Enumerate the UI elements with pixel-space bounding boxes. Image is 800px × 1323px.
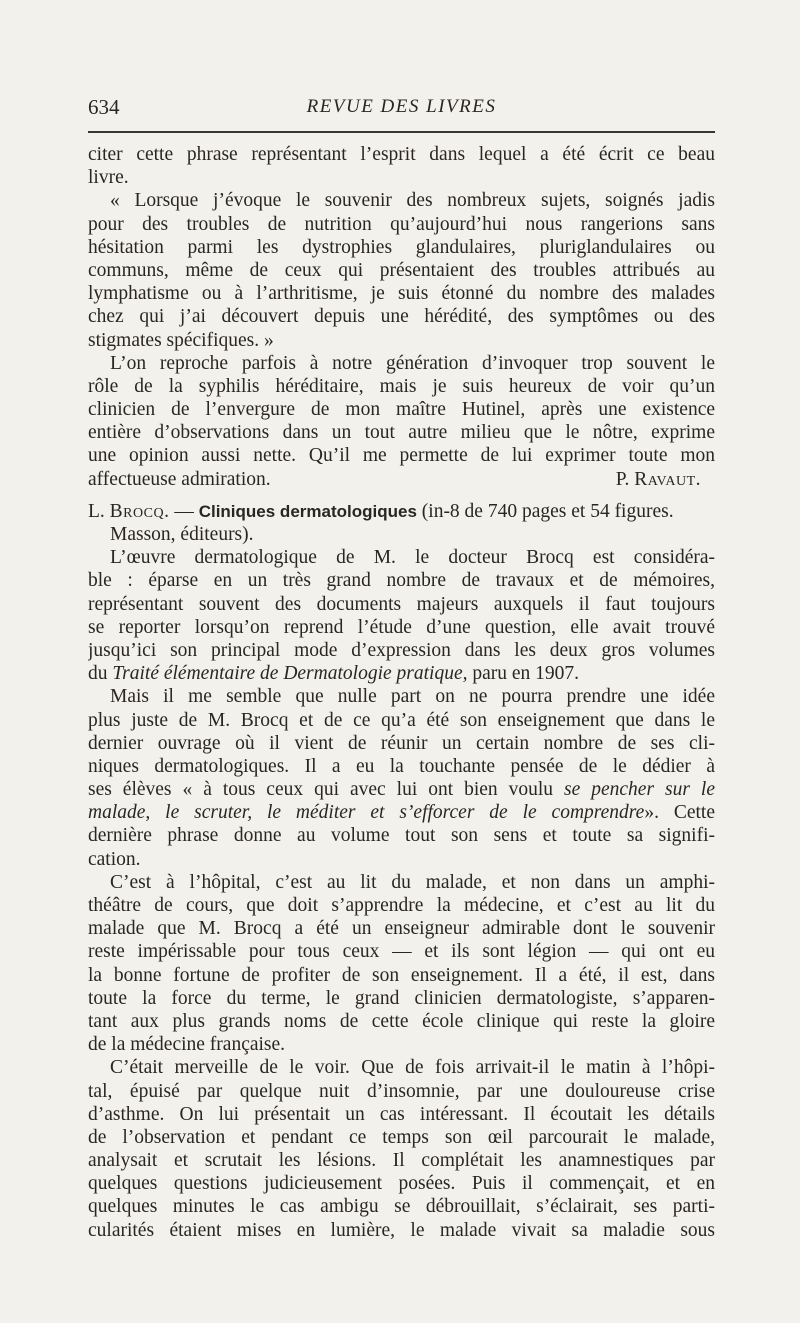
text-line: « Lorsque j’évoque le souvenir des nombreux sujets, soignés jadis — [110, 190, 715, 212]
book-title: Cliniques dermatologiques — [198, 501, 417, 521]
paragraph — [88, 1056, 715, 1242]
body-text — [88, 143, 715, 1242]
text-line: quelques questions judicieusement posées. Puis il commençait, et en — [88, 1173, 715, 1195]
text-line: cation. — [88, 848, 141, 870]
text-line: une opinion aussi nette. Qu’il me permette de lui exprimer toute mon — [88, 445, 715, 467]
text-fragment: paru en 1907. — [472, 663, 580, 685]
text-line: hésitation parmi les dystrophies glandulaires, pluriglandulaires ou — [88, 236, 715, 258]
review-author-name: Brocq. — [109, 500, 170, 522]
text-line: malade que M. Brocq a été un enseigneur admirable dont le souvenir — [88, 918, 715, 940]
italic-quote: se pencher sur le — [564, 779, 715, 801]
italic-title: Traité élémentaire de Dermatologie pratique, — [112, 663, 468, 685]
text-line: jusqu’ici son principal mode d’expression dans les deux gros volumes — [88, 639, 715, 661]
paragraph — [88, 352, 715, 491]
paragraph-continuation — [88, 143, 715, 189]
text-line: la bonne fortune de profiter de son enseignement. Il a été, il est, dans — [88, 964, 715, 986]
text-line: C’est à l’hôpital, c’est au lit du malade, et non dans un amphi- — [110, 871, 715, 893]
text-fragment: ». Cette — [644, 802, 715, 824]
paragraph — [88, 546, 715, 685]
text-line: pour des troubles de nutrition qu’aujourd’hui nous rangerions sans — [88, 213, 715, 235]
italic-quote: malade, le scruter, le méditer et s’efforcer de le comprendre — [88, 802, 645, 824]
text-line: dernière phrase donne au volume tout son sens et toute sa signifi- — [88, 825, 715, 847]
review-dash: — — [174, 500, 194, 522]
text-line: chez qui j’ai découvert depuis une hérédité, des symptômes ou des — [88, 306, 715, 328]
review-heading — [88, 500, 715, 546]
section-gap — [88, 491, 715, 500]
text-line: tant aux plus grands noms de cette école clinique qui reste la gloire — [88, 1010, 715, 1032]
text-line: lymphatisme ou à l’arthritisme, je suis étonné du nombre des malades — [88, 283, 715, 305]
paragraph — [88, 871, 715, 1057]
header-rule — [88, 131, 715, 133]
text-line: toute la force du terme, le grand clinicien dermatologiste, s’apparen- — [88, 987, 715, 1009]
review-signature — [616, 468, 715, 491]
text-line: L’on reproche parfois à notre génération d’invoquer trop souvent le — [110, 352, 715, 374]
text-line: se reporter lorsqu’on reprend l’étude d’une question, elle avait trouvé — [88, 616, 715, 638]
text-fragment: ses élèves « à tous ceux qui avec lui ont bien voulu — [88, 779, 554, 801]
text-line: reste impérissable pour tous ceux — et ils sont légion — qui ont eu — [88, 941, 715, 963]
text-line: livre. — [88, 167, 129, 189]
publisher-line: Masson, éditeurs). — [110, 524, 254, 545]
text-line: stigmates spécifiques. » — [88, 329, 274, 351]
page-header — [88, 95, 715, 123]
text-line: cularités étaient mises en lumière, le malade vivait sa maladie sous — [88, 1219, 715, 1241]
text-line — [88, 801, 715, 824]
text-line: représentant souvent des documents majeurs auxquels il faut toujours — [88, 593, 715, 615]
text-line: citer cette phrase représentant l’esprit dans lequel a été écrit ce beau — [88, 144, 715, 165]
text-line: affectueuse admiration. — [88, 468, 271, 490]
text-line: clinicien de l’envergure de mon maître Hutinel, après une existence — [88, 399, 715, 421]
text-line: L’œuvre dermatologique de M. le docteur Brocq est considéra- — [110, 547, 715, 569]
signature-line — [88, 468, 715, 491]
running-title: REVUE DES LIVRES — [306, 96, 497, 117]
text-line: Mais il me semble que nulle part on ne pourra prendre une idée — [110, 686, 715, 708]
text-line: C’était merveille de le voir. Que de fois arrivait-il le matin à l’hôpi- — [110, 1057, 715, 1079]
text-line — [88, 662, 715, 685]
text-line: analysait et scrutait les lésions. Il complétait les anamnestiques par — [88, 1150, 715, 1172]
text-line: communs, même de ceux qui présentaient des troubles attribués au — [88, 259, 715, 281]
text-line: plus juste de M. Brocq et de ce qu’a été son enseignement que dans le — [88, 709, 715, 731]
text-line: rôle de la syphilis héréditaire, mais je suis heureux de voir qu’un — [88, 375, 715, 397]
text-line: de l’observation et pendant ce temps son œil parcourait le malade, — [88, 1126, 715, 1148]
quote-paragraph — [88, 189, 715, 351]
text-line: niques dermatologiques. Il a eu la touchante pensée de le dédier à — [88, 755, 715, 777]
text-fragment: du — [88, 663, 108, 685]
page-number: 634 — [88, 95, 120, 119]
signature-name: Ravaut. — [634, 468, 701, 490]
text-line: ble : éparse en un très grand nombre de travaux et de mémoires, — [88, 570, 715, 592]
text-line: quelques minutes le cas ambigu se débrouillait, s’éclairait, ses parti- — [88, 1196, 715, 1218]
text-line: dernier ouvrage où il vient de réunir un certain nombre de ses cli- — [88, 732, 715, 754]
text-line: tal, épuisé par quelque nuit d’insomnie, par une douloureuse crise — [88, 1080, 715, 1102]
text-line: d’asthme. On lui présentait un cas intéressant. Il écoutait les détails — [88, 1103, 715, 1125]
review-heading-line — [88, 500, 715, 523]
review-author-initial: L. — [88, 500, 105, 522]
signature-initial: P. — [615, 468, 630, 490]
text-line: théâtre de cours, que doit s’apprendre la médecine, et c’est au lit du — [88, 895, 715, 916]
text-line: de la médecine française. — [88, 1034, 286, 1056]
text-line — [88, 778, 715, 801]
text-line: entière d’observations dans un tout autre milieu que le nôtre, exprime — [88, 422, 715, 444]
paragraph — [88, 685, 715, 871]
book-details: (in-8 de 740 pages et 54 figures. — [421, 500, 674, 522]
